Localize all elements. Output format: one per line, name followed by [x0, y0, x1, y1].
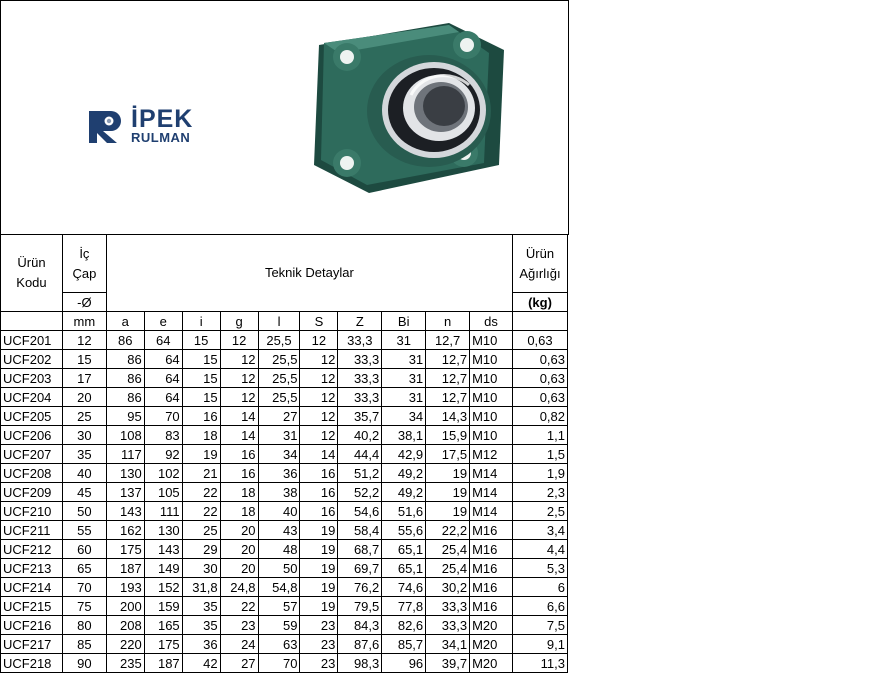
- table-row: [1, 559, 568, 578]
- cell-s: 12: [300, 388, 338, 407]
- cell-l: 25,5: [258, 350, 300, 369]
- cell-n: 12,7: [426, 369, 470, 388]
- cell-weight: 7,5: [512, 616, 567, 635]
- cell-weight: 6: [512, 578, 567, 597]
- cell-ds: M16: [470, 597, 513, 616]
- cell-code: UCF205: [1, 407, 63, 426]
- cell-z: 33,3: [338, 350, 382, 369]
- unit-s: S: [300, 312, 338, 331]
- cell-ds: M10: [470, 369, 513, 388]
- header-row: [1, 235, 568, 293]
- cell-bore: 90: [62, 654, 106, 673]
- cell-bi: 96: [382, 654, 426, 673]
- cell-s: 23: [300, 635, 338, 654]
- cell-n: 39,7: [426, 654, 470, 673]
- cell-e: 152: [144, 578, 182, 597]
- table-row: [1, 578, 568, 597]
- cell-g: 20: [220, 540, 258, 559]
- cell-ds: M10: [470, 331, 513, 350]
- cell-n: 30,2: [426, 578, 470, 597]
- cell-z: 33,3: [338, 331, 382, 350]
- cell-e: 187: [144, 654, 182, 673]
- cell-code: UCF213: [1, 559, 63, 578]
- cell-n: 12,7: [426, 331, 470, 350]
- cell-code: UCF210: [1, 502, 63, 521]
- cell-g: 22: [220, 597, 258, 616]
- cell-code: UCF211: [1, 521, 63, 540]
- cell-weight: 3,4: [512, 521, 567, 540]
- cell-n: 15,9: [426, 426, 470, 445]
- table-row: [1, 350, 568, 369]
- cell-g: 24: [220, 635, 258, 654]
- cell-l: 34: [258, 445, 300, 464]
- cell-a: 208: [106, 616, 144, 635]
- cell-e: 111: [144, 502, 182, 521]
- cell-ds: M14: [470, 483, 513, 502]
- cell-i: 25: [182, 521, 220, 540]
- cell-weight: 1,5: [512, 445, 567, 464]
- cell-g: 20: [220, 559, 258, 578]
- cell-n: 12,7: [426, 388, 470, 407]
- cell-s: 19: [300, 521, 338, 540]
- cell-weight: 0,82: [512, 407, 567, 426]
- cell-weight: 0,63: [512, 369, 567, 388]
- cell-bi: 65,1: [382, 559, 426, 578]
- cell-weight: 5,3: [512, 559, 567, 578]
- cell-l: 31: [258, 426, 300, 445]
- cell-s: 16: [300, 483, 338, 502]
- unit-mm: mm: [62, 312, 106, 331]
- cell-l: 70: [258, 654, 300, 673]
- cell-weight: 0,63: [512, 331, 567, 350]
- cell-z: 84,3: [338, 616, 382, 635]
- table-row: [1, 483, 568, 502]
- cell-i: 29: [182, 540, 220, 559]
- cell-z: 98,3: [338, 654, 382, 673]
- cell-n: 33,3: [426, 616, 470, 635]
- cell-z: 44,4: [338, 445, 382, 464]
- table-row: [1, 521, 568, 540]
- cell-ds: M16: [470, 521, 513, 540]
- cell-ds: M20: [470, 635, 513, 654]
- cell-i: 22: [182, 502, 220, 521]
- cell-a: 108: [106, 426, 144, 445]
- cell-code: UCF203: [1, 369, 63, 388]
- cell-a: 95: [106, 407, 144, 426]
- table-row: [1, 331, 568, 350]
- table-row: [1, 502, 568, 521]
- cell-i: 22: [182, 483, 220, 502]
- cell-code: UCF208: [1, 464, 63, 483]
- cell-a: 235: [106, 654, 144, 673]
- cell-z: 52,2: [338, 483, 382, 502]
- cell-g: 23: [220, 616, 258, 635]
- cell-g: 12: [220, 369, 258, 388]
- cell-bore: 15: [62, 350, 106, 369]
- cell-e: 64: [144, 331, 182, 350]
- table-row: [1, 445, 568, 464]
- unit-ds: ds: [470, 312, 513, 331]
- cell-z: 35,7: [338, 407, 382, 426]
- cell-bore: 75: [62, 597, 106, 616]
- cell-g: 18: [220, 483, 258, 502]
- table-row: [1, 464, 568, 483]
- units-row: [1, 312, 568, 331]
- cell-ds: M16: [470, 578, 513, 597]
- cell-bore: 85: [62, 635, 106, 654]
- cell-i: 21: [182, 464, 220, 483]
- cell-n: 14,3: [426, 407, 470, 426]
- cell-z: 58,4: [338, 521, 382, 540]
- cell-z: 33,3: [338, 388, 382, 407]
- cell-bore: 65: [62, 559, 106, 578]
- cell-code: UCF217: [1, 635, 63, 654]
- cell-bore: 40: [62, 464, 106, 483]
- cell-weight: 6,6: [512, 597, 567, 616]
- unit-i: i: [182, 312, 220, 331]
- cell-s: 12: [300, 407, 338, 426]
- cell-bore: 60: [62, 540, 106, 559]
- cell-a: 130: [106, 464, 144, 483]
- cell-z: 87,6: [338, 635, 382, 654]
- cell-ds: M10: [470, 350, 513, 369]
- cell-z: 54,6: [338, 502, 382, 521]
- cell-e: 165: [144, 616, 182, 635]
- weight-unit: (kg): [512, 293, 567, 312]
- cell-e: 149: [144, 559, 182, 578]
- cell-e: 70: [144, 407, 182, 426]
- weight-header: Ürün Ağırlığı: [512, 235, 567, 293]
- unit-a: a: [106, 312, 144, 331]
- cell-weight: 2,3: [512, 483, 567, 502]
- cell-ds: M12: [470, 445, 513, 464]
- cell-code: UCF209: [1, 483, 63, 502]
- cell-a: 193: [106, 578, 144, 597]
- cell-l: 38: [258, 483, 300, 502]
- cell-z: 68,7: [338, 540, 382, 559]
- cell-bi: 34: [382, 407, 426, 426]
- cell-ds: M10: [470, 426, 513, 445]
- cell-weight: 0,63: [512, 350, 567, 369]
- cell-l: 25,5: [258, 331, 300, 350]
- cell-n: 12,7: [426, 350, 470, 369]
- cell-s: 12: [300, 350, 338, 369]
- cell-l: 43: [258, 521, 300, 540]
- cell-n: 19: [426, 502, 470, 521]
- cell-i: 15: [182, 369, 220, 388]
- cell-a: 220: [106, 635, 144, 654]
- cell-n: 25,4: [426, 559, 470, 578]
- cell-weight: 9,1: [512, 635, 567, 654]
- cell-g: 12: [220, 350, 258, 369]
- unit-n: n: [426, 312, 470, 331]
- cell-a: 137: [106, 483, 144, 502]
- unit-g: g: [220, 312, 258, 331]
- cell-z: 51,2: [338, 464, 382, 483]
- bore-header-line1: İç: [79, 245, 90, 261]
- cell-ds: M14: [470, 502, 513, 521]
- cell-g: 27: [220, 654, 258, 673]
- cell-z: 79,5: [338, 597, 382, 616]
- cell-l: 54,8: [258, 578, 300, 597]
- cell-i: 42: [182, 654, 220, 673]
- cell-z: 69,7: [338, 559, 382, 578]
- cell-l: 50: [258, 559, 300, 578]
- cell-e: 64: [144, 388, 182, 407]
- cell-i: 15: [182, 331, 220, 350]
- table-row: [1, 388, 568, 407]
- cell-bi: 31: [382, 388, 426, 407]
- cell-bi: 49,2: [382, 483, 426, 502]
- cell-e: 175: [144, 635, 182, 654]
- cell-bore: 30: [62, 426, 106, 445]
- cell-i: 35: [182, 597, 220, 616]
- cell-l: 57: [258, 597, 300, 616]
- cell-i: 15: [182, 350, 220, 369]
- cell-weight: 1,9: [512, 464, 567, 483]
- cell-l: 40: [258, 502, 300, 521]
- cell-ds: M20: [470, 616, 513, 635]
- flange-bearing-image: [299, 15, 511, 200]
- cell-e: 159: [144, 597, 182, 616]
- cell-g: 18: [220, 502, 258, 521]
- cell-s: 19: [300, 559, 338, 578]
- cell-weight: 0,63: [512, 388, 567, 407]
- cell-e: 143: [144, 540, 182, 559]
- cell-l: 59: [258, 616, 300, 635]
- cell-l: 36: [258, 464, 300, 483]
- cell-s: 16: [300, 502, 338, 521]
- cell-code: UCF212: [1, 540, 63, 559]
- cell-bore: 17: [62, 369, 106, 388]
- cell-n: 33,3: [426, 597, 470, 616]
- table-row: [1, 426, 568, 445]
- cell-code: UCF201: [1, 331, 63, 350]
- product-code-header: Ürün Kodu: [1, 235, 63, 312]
- table-row: [1, 597, 568, 616]
- cell-l: 25,5: [258, 388, 300, 407]
- cell-bi: 82,6: [382, 616, 426, 635]
- cell-z: 40,2: [338, 426, 382, 445]
- cell-bore: 25: [62, 407, 106, 426]
- cell-s: 12: [300, 426, 338, 445]
- cell-bi: 85,7: [382, 635, 426, 654]
- cell-ds: M10: [470, 407, 513, 426]
- cell-l: 63: [258, 635, 300, 654]
- bore-header: [62, 235, 106, 293]
- cell-e: 83: [144, 426, 182, 445]
- cell-bore: 20: [62, 388, 106, 407]
- cell-a: 86: [106, 369, 144, 388]
- units-blank: [1, 312, 63, 331]
- cell-g: 14: [220, 426, 258, 445]
- cell-bi: 31: [382, 350, 426, 369]
- cell-bi: 49,2: [382, 464, 426, 483]
- cell-g: 12: [220, 331, 258, 350]
- cell-bore: 50: [62, 502, 106, 521]
- cell-code: UCF215: [1, 597, 63, 616]
- cell-s: 23: [300, 654, 338, 673]
- cell-e: 64: [144, 350, 182, 369]
- cell-ds: M16: [470, 559, 513, 578]
- table-row: [1, 635, 568, 654]
- cell-code: UCF214: [1, 578, 63, 597]
- cell-s: 23: [300, 616, 338, 635]
- cell-code: UCF202: [1, 350, 63, 369]
- cell-z: 76,2: [338, 578, 382, 597]
- cell-g: 16: [220, 464, 258, 483]
- cell-a: 200: [106, 597, 144, 616]
- logo-subtitle: RULMAN: [131, 130, 191, 145]
- cell-n: 34,1: [426, 635, 470, 654]
- cell-s: 19: [300, 597, 338, 616]
- units-weight-blank: [512, 312, 567, 331]
- cell-bi: 42,9: [382, 445, 426, 464]
- table-row: [1, 369, 568, 388]
- cell-i: 15: [182, 388, 220, 407]
- cell-s: 19: [300, 578, 338, 597]
- cell-bi: 65,1: [382, 540, 426, 559]
- cell-g: 24,8: [220, 578, 258, 597]
- cell-l: 48: [258, 540, 300, 559]
- cell-ds: M20: [470, 654, 513, 673]
- cell-n: 19: [426, 464, 470, 483]
- cell-i: 35: [182, 616, 220, 635]
- cell-bi: 74,6: [382, 578, 426, 597]
- cell-a: 143: [106, 502, 144, 521]
- table-row: [1, 616, 568, 635]
- cell-s: 16: [300, 464, 338, 483]
- cell-s: 19: [300, 540, 338, 559]
- cell-a: 86: [106, 331, 144, 350]
- cell-code: UCF216: [1, 616, 63, 635]
- cell-i: 30: [182, 559, 220, 578]
- cell-bi: 31: [382, 369, 426, 388]
- cell-a: 117: [106, 445, 144, 464]
- cell-bi: 51,6: [382, 502, 426, 521]
- cell-g: 14: [220, 407, 258, 426]
- bore-header-line2: Çap: [72, 265, 97, 281]
- cell-code: UCF204: [1, 388, 63, 407]
- cell-a: 187: [106, 559, 144, 578]
- cell-n: 25,4: [426, 540, 470, 559]
- logo-mark-icon: [87, 107, 127, 147]
- cell-z: 33,3: [338, 369, 382, 388]
- table-row: [1, 654, 568, 673]
- cell-s: 14: [300, 445, 338, 464]
- cell-ds: M16: [470, 540, 513, 559]
- cell-weight: 4,4: [512, 540, 567, 559]
- cell-bi: 77,8: [382, 597, 426, 616]
- cell-s: 12: [300, 331, 338, 350]
- cell-bi: 55,6: [382, 521, 426, 540]
- specifications-table: [0, 234, 568, 673]
- cell-n: 17,5: [426, 445, 470, 464]
- cell-i: 16: [182, 407, 220, 426]
- cell-code: UCF218: [1, 654, 63, 673]
- logo-name: İPEK: [131, 105, 194, 133]
- cell-l: 25,5: [258, 369, 300, 388]
- cell-s: 12: [300, 369, 338, 388]
- cell-bi: 38,1: [382, 426, 426, 445]
- cell-bore: 80: [62, 616, 106, 635]
- technical-details-header: Teknik Detaylar: [106, 235, 512, 312]
- cell-l: 27: [258, 407, 300, 426]
- cell-e: 105: [144, 483, 182, 502]
- unit-bi: Bi: [382, 312, 426, 331]
- cell-bore: 45: [62, 483, 106, 502]
- cell-ds: M10: [470, 388, 513, 407]
- cell-i: 18: [182, 426, 220, 445]
- cell-a: 162: [106, 521, 144, 540]
- header-banner: [0, 0, 569, 235]
- cell-code: UCF207: [1, 445, 63, 464]
- cell-i: 36: [182, 635, 220, 654]
- cell-i: 31,8: [182, 578, 220, 597]
- unit-e: e: [144, 312, 182, 331]
- cell-e: 64: [144, 369, 182, 388]
- cell-i: 19: [182, 445, 220, 464]
- cell-bore: 70: [62, 578, 106, 597]
- cell-bi: 31: [382, 331, 426, 350]
- unit-z: Z: [338, 312, 382, 331]
- table-row: [1, 540, 568, 559]
- table-body: [1, 331, 568, 673]
- cell-a: 175: [106, 540, 144, 559]
- cell-g: 16: [220, 445, 258, 464]
- cell-ds: M14: [470, 464, 513, 483]
- cell-e: 92: [144, 445, 182, 464]
- cell-weight: 1,1: [512, 426, 567, 445]
- cell-weight: 2,5: [512, 502, 567, 521]
- ipek-rulman-logo: [87, 107, 217, 147]
- cell-e: 102: [144, 464, 182, 483]
- cell-weight: 11,3: [512, 654, 567, 673]
- unit-l: l: [258, 312, 300, 331]
- cell-g: 20: [220, 521, 258, 540]
- cell-bore: 35: [62, 445, 106, 464]
- cell-e: 130: [144, 521, 182, 540]
- cell-n: 22,2: [426, 521, 470, 540]
- cell-n: 19: [426, 483, 470, 502]
- cell-bore: 12: [62, 331, 106, 350]
- table-row: [1, 407, 568, 426]
- cell-a: 86: [106, 388, 144, 407]
- cell-g: 12: [220, 388, 258, 407]
- cell-code: UCF206: [1, 426, 63, 445]
- cell-a: 86: [106, 350, 144, 369]
- bore-symbol: -Ø: [62, 293, 106, 312]
- cell-bore: 55: [62, 521, 106, 540]
